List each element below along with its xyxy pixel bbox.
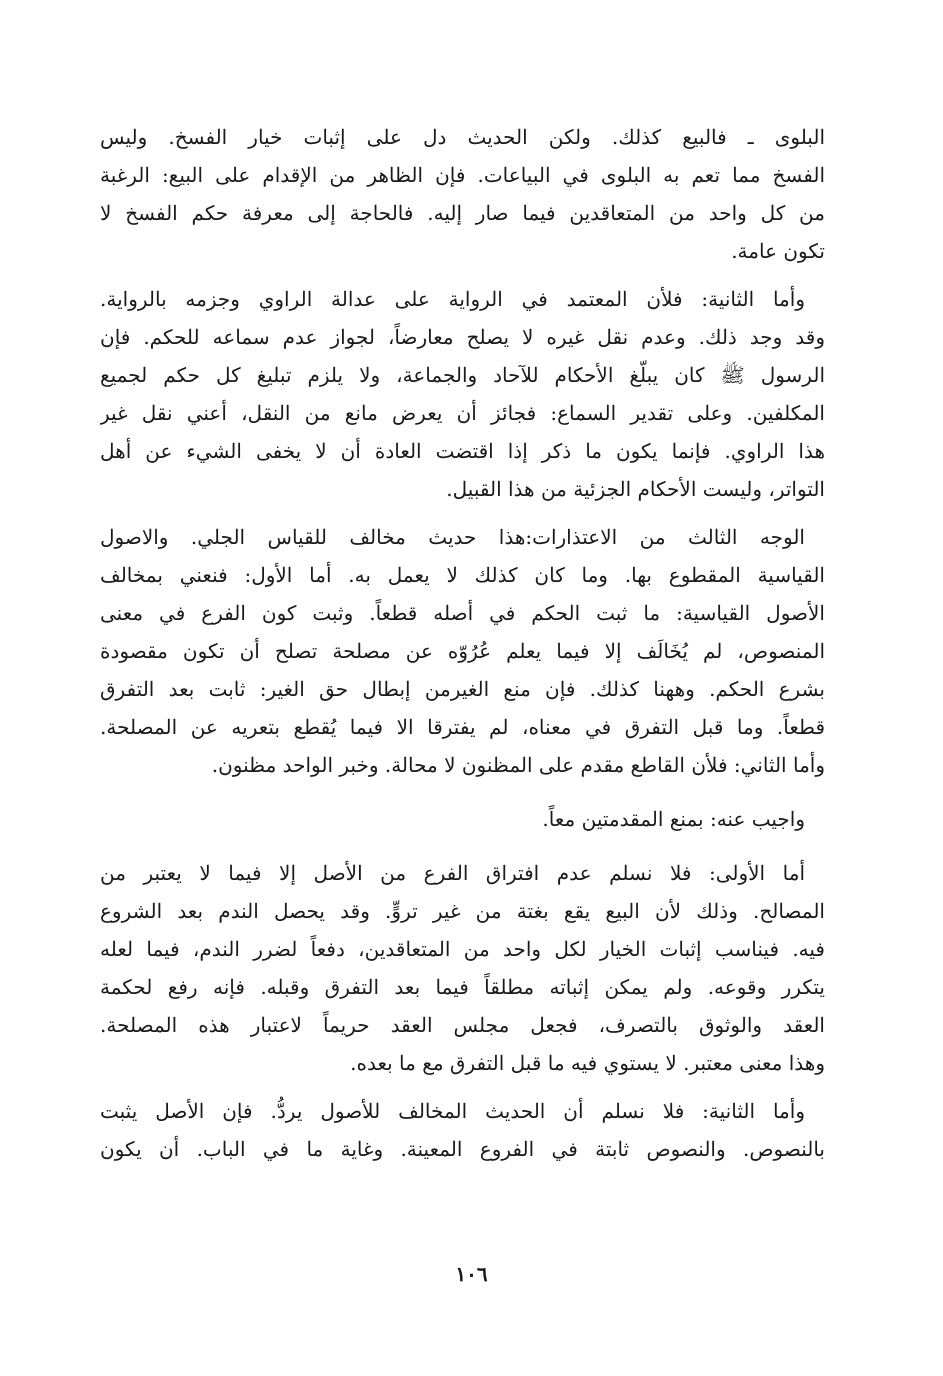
text-line: وأما الثاني: فلأن القاطع مقدم على المظنون لا محالة. وخبر الواحد مظنون. xyxy=(211,753,825,777)
text-line: الوجه الثالث من الاعتذارات:هذا حديث مخالف للقياس الجلي. والاصول xyxy=(100,525,805,549)
text-line: المنصوص، لم يُخَالَف إلا فيما يعلم عُرُوّه عن مصلحة تصلح أن تكون مقصودة xyxy=(100,639,825,663)
text-line: فيه. فيناسب إثبات الخيار لكل واحد من المتعاقدين، دفعاً لضرر الندم، فيما لعله xyxy=(100,937,825,961)
text-line: العقد والوثوق بالتصرف، فجعل مجلس العقد حريماً لاعتبار هذه المصلحة. xyxy=(100,1013,825,1037)
text-line: قطعاً. وما قبل التفرق في معناه، لم يفترقا الا فيما يُقطع بتعريه عن المصلحة. xyxy=(100,715,825,739)
text-line: المصالح. وذلك لأن البيع يقع بغتة من غير تروٍّ. وقد يحصل الندم بعد الشروع xyxy=(100,899,825,923)
text-line: يتكرر وقوعه. ولم يمكن إثباته مطلقاً فيما بعد التفرق وقبله. فإنه رفع لحكمة xyxy=(100,975,825,999)
paragraph-3 xyxy=(100,518,825,784)
text-line: الفسخ مما تعم به البلوى في البياعات. فإن الظاهر من الإقدام على البيع: الرغبة xyxy=(100,163,825,187)
text-line: وأما الثانية: فلأن المعتمد في الرواية على عدالة الراوي وجزمه بالرواية. xyxy=(100,287,805,311)
text-line: وأما الثانية: فلا نسلم أن الحديث المخالف للأصول يردُّ. فإن الأصل يثبت xyxy=(100,1099,805,1123)
text-line: هذا الراوي. فإنما يكون ما ذكر إذا اقتضت العادة أن لا يخفى الشيء عن أهل xyxy=(100,439,825,463)
text-line: المكلفين. وعلى تقدير السماع: فجائز أن يعرض مانع من النقل، أعني نقل غير xyxy=(100,401,825,425)
text-line: وهذا معنى معتبر. لا يستوي فيه ما قبل التفرق مع ما بعده. xyxy=(350,1051,825,1075)
paragraph-5 xyxy=(100,854,825,1082)
text-line: بشرع الحكم. وههنا كذلك. فإن منع الغيرمن إبطال حق الغير: ثابت بعد التفرق xyxy=(100,677,825,701)
text-line: القياسية المقطوع بها. وما كان كذلك لا يعمل به. أما الأول: فنعني بمخالف xyxy=(100,563,825,587)
text-line: وقد وجد ذلك. وعدم نقل غيره لا يصلح معارضاً، لجواز عدم سماعه للحكم. فإن xyxy=(100,325,825,349)
paragraph-2 xyxy=(100,280,825,508)
paragraph-6 xyxy=(100,1092,825,1168)
page-number: ١٠٦ xyxy=(455,1262,488,1286)
text-line: أما الأولى: فلا نسلم عدم افتراق الفرع من الأصل إلا فيما لا يعتبر من xyxy=(100,861,805,885)
paragraph-1 xyxy=(100,118,825,270)
text-line: تكون عامة. xyxy=(731,239,825,263)
text-line: الرسول ﷺ كان يبلّغ الأحكام للآحاد والجماعة، ولا يلزم تبليغ كل حكم لجميع xyxy=(100,363,825,387)
text-line: من كل واحد من المتعاقدين فيما صار إليه. فالحاجة إلى معرفة حكم الفسخ لا xyxy=(100,201,825,225)
text-line: بالنصوص. والنصوص ثابتة في الفروع المعينة. وغاية ما في الباب. أن يكون xyxy=(100,1137,825,1161)
page-body xyxy=(100,118,825,1168)
text-line: البلوى ـ فالبيع كذلك. ولكن الحديث دل على إثبات خيار الفسخ. وليس xyxy=(100,125,825,149)
paragraph-4 xyxy=(100,800,825,838)
text-line: الأصول القياسية: ما ثبت الحكم في أصله قطعاً. وثبت كون الفرع في معنى xyxy=(100,601,825,625)
text-line: التواتر، وليست الأحكام الجزئية من هذا القبيل. xyxy=(446,477,825,501)
text-line: واجيب عنه: بمنع المقدمتين معاً. xyxy=(542,807,805,831)
